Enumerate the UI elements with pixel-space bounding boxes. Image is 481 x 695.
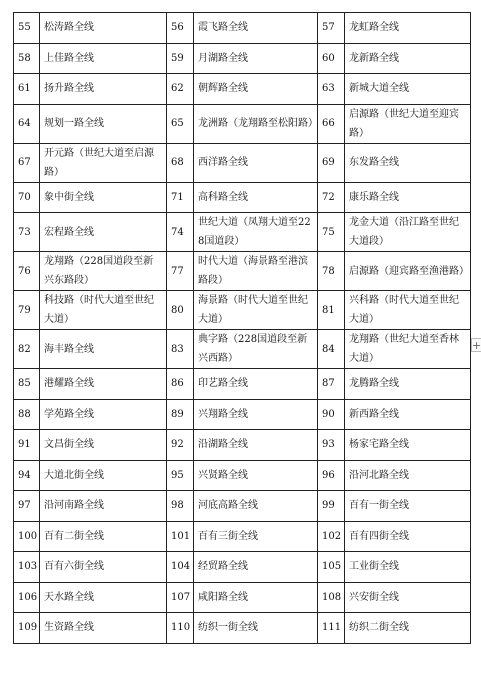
road-name-cell: 新西路全线 <box>345 399 471 430</box>
road-number-cell: 99 <box>318 491 345 522</box>
road-name-cell: 沿河南路全线 <box>40 491 167 522</box>
road-name-cell: 龙翔路（世纪大道至香林大道） <box>345 330 471 369</box>
table-row <box>14 330 471 369</box>
road-name-cell: 大道北街全线 <box>40 460 167 491</box>
table-row <box>14 182 471 213</box>
road-name-cell: 霞飞路全线 <box>194 13 318 44</box>
road-name-cell: 开元路（世纪大道至启源路） <box>40 143 167 182</box>
road-name-cell: 海景路（时代大道至世纪大道） <box>194 291 318 330</box>
road-number-cell: 105 <box>318 552 345 583</box>
road-name-cell: 龙洲路（龙翔路至松阳路） <box>194 104 318 143</box>
table-row <box>14 369 471 400</box>
table-row <box>14 213 471 252</box>
road-name-cell: 百有二街全线 <box>40 521 167 552</box>
road-number-cell: 69 <box>318 143 345 182</box>
road-number-cell: 78 <box>318 252 345 291</box>
road-number-cell: 101 <box>167 521 194 552</box>
road-number-cell: 66 <box>318 104 345 143</box>
table-row <box>14 582 471 613</box>
table-row <box>14 43 471 74</box>
road-number-cell: 108 <box>318 582 345 613</box>
road-number-cell: 90 <box>318 399 345 430</box>
road-number-cell: 94 <box>14 460 40 491</box>
road-name-cell: 海丰路全线 <box>40 330 167 369</box>
road-number-cell: 82 <box>14 330 40 369</box>
road-number-cell: 67 <box>14 143 40 182</box>
road-number-cell: 58 <box>14 43 40 74</box>
road-number-cell: 75 <box>318 213 345 252</box>
road-name-cell: 百有四街全线 <box>345 521 471 552</box>
road-name-cell: 印艺路全线 <box>194 369 318 400</box>
road-name-cell: 扬升路全线 <box>40 74 167 105</box>
road-name-cell: 规划一路全线 <box>40 104 167 143</box>
road-number-cell: 111 <box>318 613 345 644</box>
road-number-cell: 59 <box>167 43 194 74</box>
road-name-cell: 文昌街全线 <box>40 430 167 461</box>
road-number-cell: 71 <box>167 182 194 213</box>
road-number-cell: 102 <box>318 521 345 552</box>
road-number-cell: 81 <box>318 291 345 330</box>
table-row <box>14 291 471 330</box>
road-name-cell: 港耀路全线 <box>40 369 167 400</box>
road-name-cell: 龙虹路全线 <box>345 13 471 44</box>
road-name-cell: 龙金大道（沿江路至世纪大道段） <box>345 213 471 252</box>
road-name-cell: 兴贤路全线 <box>194 460 318 491</box>
road-name-cell: 咸阳路全线 <box>194 582 318 613</box>
table-row <box>14 74 471 105</box>
road-name-cell: 生资路全线 <box>40 613 167 644</box>
road-name-cell: 经贸路全线 <box>194 552 318 583</box>
road-number-cell: 85 <box>14 369 40 400</box>
road-name-cell: 松涛路全线 <box>40 13 167 44</box>
road-name-cell: 兴科路（时代大道至世纪大道） <box>345 291 471 330</box>
road-list-table <box>13 12 471 644</box>
road-name-cell: 月湖路全线 <box>194 43 318 74</box>
road-name-cell: 世纪大道（凤翔大道至228国道段） <box>194 213 318 252</box>
road-number-cell: 109 <box>14 613 40 644</box>
road-number-cell: 68 <box>167 143 194 182</box>
road-name-cell: 东发路全线 <box>345 143 471 182</box>
road-number-cell: 56 <box>167 13 194 44</box>
road-name-cell: 宏程路全线 <box>40 213 167 252</box>
road-number-cell: 100 <box>14 521 40 552</box>
table-row <box>14 460 471 491</box>
road-number-cell: 79 <box>14 291 40 330</box>
road-number-cell: 70 <box>14 182 40 213</box>
table-row <box>14 521 471 552</box>
road-number-cell: 92 <box>167 430 194 461</box>
road-name-cell: 百有一街全线 <box>345 491 471 522</box>
road-number-cell: 107 <box>167 582 194 613</box>
road-number-cell: 55 <box>14 13 40 44</box>
road-name-cell: 龙新路全线 <box>345 43 471 74</box>
table-row <box>14 491 471 522</box>
road-number-cell: 96 <box>318 460 345 491</box>
road-number-cell: 64 <box>14 104 40 143</box>
road-name-cell: 杨家宅路全线 <box>345 430 471 461</box>
road-number-cell: 77 <box>167 252 194 291</box>
road-name-cell: 朝辉路全线 <box>194 74 318 105</box>
road-number-cell: 83 <box>167 330 194 369</box>
road-name-cell: 学苑路全线 <box>40 399 167 430</box>
road-number-cell: 98 <box>167 491 194 522</box>
road-number-cell: 60 <box>318 43 345 74</box>
road-number-cell: 87 <box>318 369 345 400</box>
road-name-cell: 新城大道全线 <box>345 74 471 105</box>
road-number-cell: 63 <box>318 74 345 105</box>
road-number-cell: 84 <box>318 330 345 369</box>
road-name-cell: 西洋路全线 <box>194 143 318 182</box>
road-number-cell: 95 <box>167 460 194 491</box>
table-row <box>14 143 471 182</box>
road-number-cell: 104 <box>167 552 194 583</box>
road-name-cell: 兴翔路全线 <box>194 399 318 430</box>
road-name-cell: 沿湖路全线 <box>194 430 318 461</box>
road-name-cell: 纺织一街全线 <box>194 613 318 644</box>
table-row <box>14 252 471 291</box>
road-number-cell: 88 <box>14 399 40 430</box>
road-number-cell: 76 <box>14 252 40 291</box>
road-number-cell: 86 <box>167 369 194 400</box>
road-name-cell: 高科路全线 <box>194 182 318 213</box>
road-number-cell: 103 <box>14 552 40 583</box>
road-name-cell: 上佳路全线 <box>40 43 167 74</box>
road-name-cell: 启源路（迎宾路至渔港路） <box>345 252 471 291</box>
road-name-cell: 启源路（世纪大道至迎宾路） <box>345 104 471 143</box>
road-name-cell: 康乐路全线 <box>345 182 471 213</box>
road-number-cell: 57 <box>318 13 345 44</box>
road-name-cell: 科技路（时代大道至世纪大道） <box>40 291 167 330</box>
road-name-cell: 典字路（228国道段至新兴西路） <box>194 330 318 369</box>
road-name-cell: 百有三街全线 <box>194 521 318 552</box>
road-name-cell: 天水路全线 <box>40 582 167 613</box>
road-number-cell: 110 <box>167 613 194 644</box>
road-number-cell: 62 <box>167 74 194 105</box>
road-name-cell: 沿河北路全线 <box>345 460 471 491</box>
road-number-cell: 74 <box>167 213 194 252</box>
table-row <box>14 104 471 143</box>
road-number-cell: 106 <box>14 582 40 613</box>
road-number-cell: 97 <box>14 491 40 522</box>
table-row <box>14 430 471 461</box>
road-number-cell: 73 <box>14 213 40 252</box>
road-list-body <box>14 13 471 644</box>
road-name-cell: 纺织二街全线 <box>345 613 471 644</box>
road-number-cell: 65 <box>167 104 194 143</box>
road-name-cell: 百有六街全线 <box>40 552 167 583</box>
table-row <box>14 399 471 430</box>
table-row <box>14 613 471 644</box>
road-name-cell: 时代大道（海景路至港滨路段） <box>194 252 318 291</box>
road-name-cell: 工业街全线 <box>345 552 471 583</box>
road-name-cell: 龙翔路（228国道段至新兴东路段） <box>40 252 167 291</box>
table-row <box>14 13 471 44</box>
road-number-cell: 91 <box>14 430 40 461</box>
road-number-cell: 89 <box>167 399 194 430</box>
road-number-cell: 72 <box>318 182 345 213</box>
road-name-cell: 河底高路全线 <box>194 491 318 522</box>
add-handle-icon[interactable]: + <box>472 339 481 352</box>
road-name-cell: 龙腾路全线 <box>345 369 471 400</box>
road-number-cell: 61 <box>14 74 40 105</box>
road-name-cell: 象中街全线 <box>40 182 167 213</box>
road-number-cell: 80 <box>167 291 194 330</box>
table-row <box>14 552 471 583</box>
road-number-cell: 93 <box>318 430 345 461</box>
road-name-cell: 兴安街全线 <box>345 582 471 613</box>
